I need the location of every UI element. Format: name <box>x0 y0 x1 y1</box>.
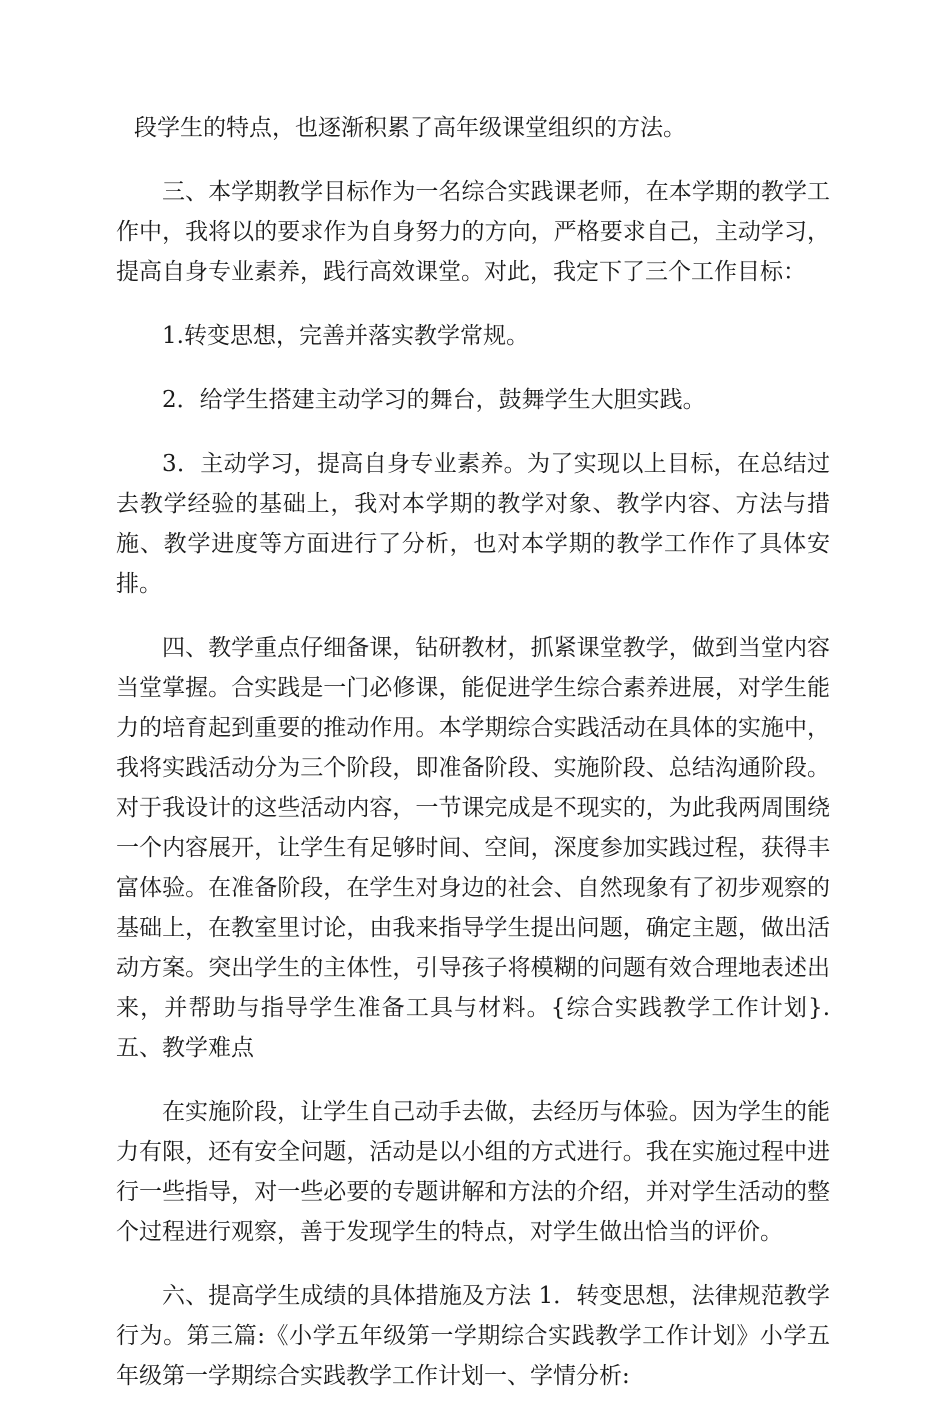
paragraph-section-three-goals: 三、本学期教学目标作为一名综合实践课老师，在本学期的教学工作中，我将以的要求作为自身努力的方向，严格要求自己，主动学习，提高自身专业素养，践行高效课堂。对此，我定下了三个工作目标： <box>116 179 830 285</box>
paragraph-goal-3: 3．主动学习，提高自身专业素养。为了实现以上目标，在总结过去教学经验的基础上，我对本学期的教学对象、教学内容、方法与措施、教学进度等方面进行了分析，也对本学期的教学工作作了具体安排。 <box>116 451 830 597</box>
paragraph-goal-2: 2．给学生搭建主动学习的舞台，鼓舞学生大胆实践。 <box>162 387 706 413</box>
paragraph-goal-1: 1.转变思想，完善并落实教学常规。 <box>162 323 529 349</box>
paragraph-implementation-stage: 在实施阶段，让学生自己动手去做，去经历与体验。因为学生的能力有限，还有安全问题，活动是以小组的方式进行。我在实施过程中进行一些指导，对一些必要的专题讲解和方法的介绍，并对学生活动的整个过程进行观察，善于发现学生的特点，对学生做出恰当的评价。 <box>116 1099 830 1245</box>
paragraph-section-four-key-points: 四、教学重点仔细备课，钻研教材，抓紧课堂教学，做到当堂内容当堂掌握。合实践是一门必修课，能促进学生综合素养进展，对学生能力的培育起到重要的推动作用。本学期综合实践活动在具体的实施中，我将实践活动分为三个阶段，即准备阶段、实施阶段、总结沟通阶段。对于我设计的这些活动内容，一节课完成是不现实的，为此我两周围绕一个内容展开，让学生有足够时间、空间，深度参加实践过程，获得丰富体验。在准备阶段，在学生对身边的社会、自然现象有了初步观察的基础上，在教室里讨论，由我来指导学生提出问题，确定主题，做出活动方案。突出学生的主体性，引导孩子将模糊的问题有效合理地表述出来，并帮助与指导学生准备工具与材料。{综合实践教学工作计划}.五、教学难点 <box>116 635 830 1061</box>
paragraph-section-six-measures: 六、提高学生成绩的具体措施及方法 1．转变思想，法律规范教学行为。第三篇:《小学五年级第一学期综合实践教学工作计划》小学五年级第一学期综合实践教学工作计划一、学情分析: <box>116 1283 830 1389</box>
paragraph-continuation: 段学生的特点，也逐渐积累了高年级课堂组织的方法。 <box>134 115 686 141</box>
document-body <box>116 108 830 1420</box>
